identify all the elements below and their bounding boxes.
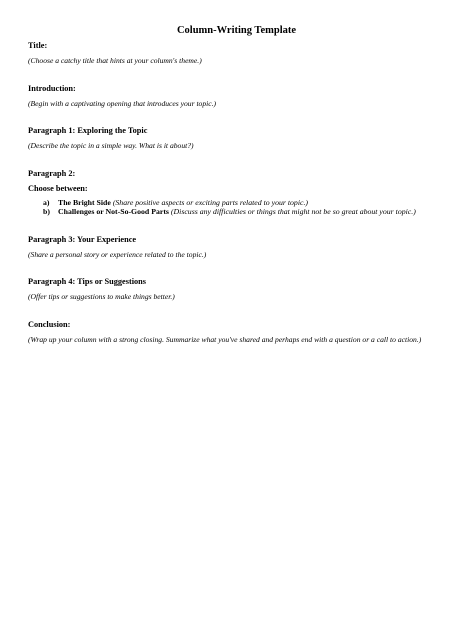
section-title (28, 41, 445, 66)
section-heading: Title: (28, 41, 48, 50)
option-letter: b) (43, 207, 50, 216)
section-paragraph-4 (28, 277, 445, 302)
section-paragraph-2 (28, 169, 445, 217)
section-conclusion (28, 320, 445, 345)
section-hint: (Choose a catchy title that hints at your column's theme.) (28, 56, 202, 65)
section-paragraph-1 (28, 126, 445, 151)
section-heading: Paragraph 1: Exploring the Topic (28, 126, 148, 135)
option-letter: a) (43, 197, 50, 207)
section-hint: (Offer tips or suggestions to make things better.) (28, 292, 175, 301)
section-heading: Paragraph 2: (28, 168, 76, 178)
section-subheading: Choose between: (28, 183, 88, 193)
option-item-challenges (28, 207, 445, 217)
option-label: Challenges or Not-So-Good Parts (58, 207, 169, 216)
document-title: Column-Writing Template (176, 25, 297, 36)
section-heading: Introduction: (28, 83, 76, 93)
section-hint: (Begin with a captivating opening that introduces your topic.) (28, 98, 217, 108)
option-list (28, 198, 445, 217)
option-item-bright-side (28, 198, 445, 208)
section-heading: Paragraph 3: Your Experience (28, 234, 137, 244)
section-paragraph-3 (28, 235, 445, 260)
option-label: The Bright Side (58, 197, 111, 207)
section-hint: (Share a personal story or experience related to the topic.) (28, 249, 207, 259)
option-description: (Share positive aspects or exciting parts related to your topic.) (112, 197, 308, 207)
option-description: (Discuss any difficulties or things that might not be so great about your topic.) (170, 207, 416, 216)
section-hint: (Wrap up your column with a strong closing. Summarize what you've shared and perhaps end with a question or a call to action.) (28, 334, 422, 344)
section-heading: Paragraph 4: Tips or Suggestions (28, 277, 147, 286)
section-heading: Conclusion: (28, 319, 71, 329)
section-introduction (28, 84, 445, 109)
section-hint: (Describe the topic in a simple way. What is it about?) (28, 141, 194, 150)
